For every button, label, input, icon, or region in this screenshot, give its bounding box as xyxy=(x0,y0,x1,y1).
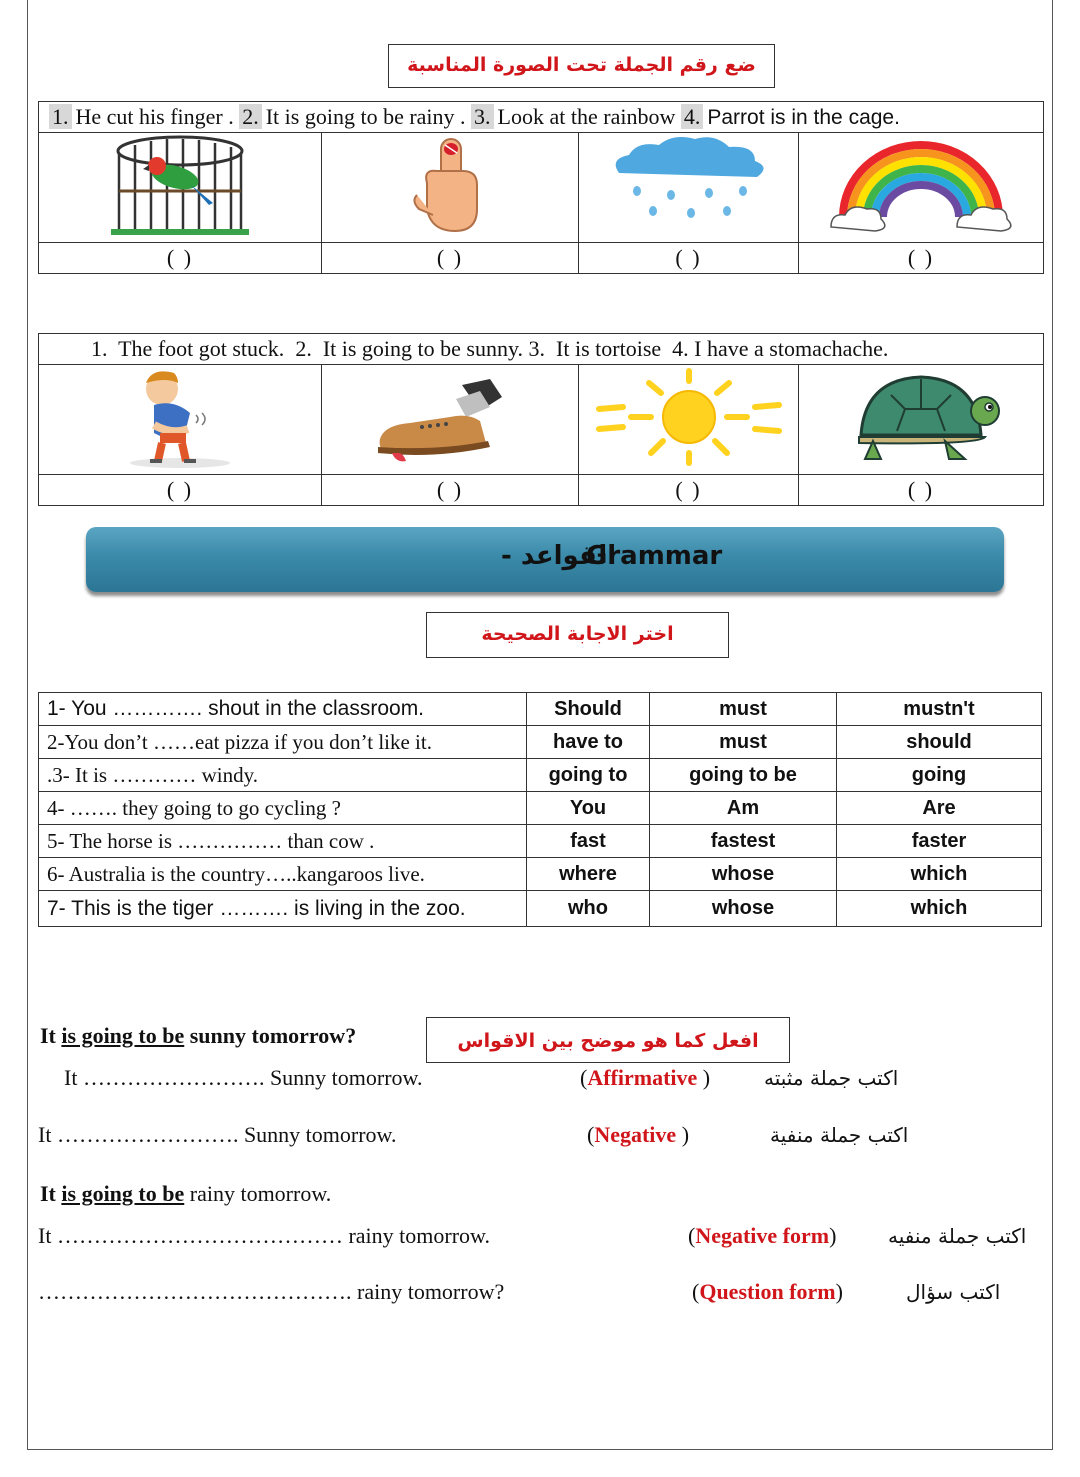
picture-cut-finger xyxy=(322,133,579,243)
question-form-label: (Question form) xyxy=(692,1279,843,1304)
option[interactable]: fastest xyxy=(650,825,837,858)
matching-table-2 xyxy=(38,333,1044,506)
option[interactable]: Am xyxy=(650,792,837,825)
negative-form-line[interactable]: It ………………………………… rainy tomorrow. xyxy=(38,1223,490,1248)
question-row xyxy=(39,858,1042,891)
affirmative-line[interactable]: It ……………………. Sunny tomorrow. xyxy=(64,1065,423,1090)
parrot-cage-icon xyxy=(105,133,255,237)
option[interactable]: whose xyxy=(650,858,837,891)
answer-blank[interactable]: ( ) xyxy=(579,475,799,506)
picture-sun xyxy=(579,365,799,475)
grammar-banner-arabic: القواعد - xyxy=(501,541,617,571)
sentence-heading-1: It is going to be sunny tomorrow? xyxy=(40,1023,357,1048)
answer-blank[interactable]: ( ) xyxy=(579,243,799,274)
negative-form-arabic-note: اكتب جملة منفيه xyxy=(888,1224,1027,1248)
sun-icon xyxy=(589,365,789,469)
answer-blank[interactable]: ( ) xyxy=(322,475,579,506)
option[interactable]: You xyxy=(527,792,650,825)
question-text: 4- ……. they going to go cycling ? xyxy=(39,792,527,825)
question-row xyxy=(39,825,1042,858)
option[interactable]: where xyxy=(527,858,650,891)
negative-label: (Negative ) xyxy=(587,1122,690,1147)
option[interactable]: mustn't xyxy=(837,693,1042,726)
answer-blank[interactable]: ( ) xyxy=(799,475,1044,506)
picture-tortoise xyxy=(799,365,1044,475)
cut-finger-icon xyxy=(405,133,495,237)
transform-instruction: افعل كما هو موضح بين الاقواس xyxy=(426,1017,790,1063)
option[interactable]: whose xyxy=(650,891,837,927)
affirmative-label: (Affirmative ) xyxy=(580,1065,711,1090)
picture-rainbow xyxy=(799,133,1044,243)
picture-parrot-cage xyxy=(39,133,322,243)
option[interactable]: fast xyxy=(527,825,650,858)
negative-arabic-note: اكتب جملة منفية xyxy=(770,1123,909,1147)
question-text: 5- The horse is …………… than cow . xyxy=(39,825,527,858)
question-row xyxy=(39,693,1042,726)
option[interactable]: going to xyxy=(527,759,650,792)
picture-foot-stuck xyxy=(322,365,579,475)
question-text: 2-You don’t ……eat pizza if you don’t like it. xyxy=(39,726,527,759)
matching-table-1 xyxy=(38,101,1044,274)
answer-blank[interactable]: ( ) xyxy=(799,243,1044,274)
affirmative-arabic-note: اكتب جملة مثبته xyxy=(764,1066,899,1090)
grammar-banner-english: Grammar xyxy=(586,541,723,571)
sentence-row-2: 1. The foot got stuck. 2. It is going to be sunny. 3. It is tortoise 4. I have a stomachache. xyxy=(39,334,1044,365)
option[interactable]: should xyxy=(837,726,1042,759)
question-text: 6- Australia is the country…..kangaroos live. xyxy=(39,858,527,891)
option[interactable]: who xyxy=(527,891,650,927)
answer-blank[interactable]: ( ) xyxy=(39,243,322,274)
option[interactable]: going xyxy=(837,759,1042,792)
option[interactable]: must xyxy=(650,693,837,726)
option[interactable]: have to xyxy=(527,726,650,759)
option[interactable]: which xyxy=(837,891,1042,927)
picture-boy-stomachache xyxy=(39,365,322,475)
section1-instruction: ضع رقم الجملة تحت الصورة المناسبة xyxy=(388,44,775,88)
boy-stomachache-icon xyxy=(110,365,250,469)
rainbow-icon xyxy=(829,133,1014,237)
question-form-line[interactable]: ……………………………………. rainy tomorrow? xyxy=(38,1279,505,1304)
option[interactable]: faster xyxy=(837,825,1042,858)
multiple-choice-table xyxy=(38,692,1042,927)
tortoise-icon xyxy=(841,365,1001,469)
question-text: 7- This is the tiger ………. is living in the zoo. xyxy=(39,891,527,927)
negative-form-label: (Negative form) xyxy=(688,1223,837,1248)
question-row xyxy=(39,792,1042,825)
negative-line[interactable]: It ……………………. Sunny tomorrow. xyxy=(38,1122,397,1147)
question-row xyxy=(39,891,1042,927)
question-row xyxy=(39,759,1042,792)
sentence-row-1: 1. He cut his finger . 2. It is going to be rainy . 3. Look at the rainbow 4. Parrot is in the cage. xyxy=(39,102,1044,133)
choose-correct-instruction: اختر الاجابة الصحيحة xyxy=(426,612,729,658)
answer-blank[interactable]: ( ) xyxy=(39,475,322,506)
question-text: 1- You …………. shout in the classroom. xyxy=(39,693,527,726)
option[interactable]: Are xyxy=(837,792,1042,825)
option[interactable]: must xyxy=(650,726,837,759)
option[interactable]: Should xyxy=(527,693,650,726)
answer-blank[interactable]: ( ) xyxy=(322,243,579,274)
option[interactable]: going to be xyxy=(650,759,837,792)
grammar-banner xyxy=(86,527,1004,592)
question-text: .3- It is ………… windy. xyxy=(39,759,527,792)
sentence-heading-2: It is going to be rainy tomorrow. xyxy=(40,1181,332,1206)
picture-rain-cloud xyxy=(579,133,799,243)
option[interactable]: which xyxy=(837,858,1042,891)
rain-cloud-icon xyxy=(599,133,779,237)
question-form-arabic-note: اكتب سؤال xyxy=(906,1280,1001,1304)
foot-stuck-icon xyxy=(370,365,530,469)
question-row xyxy=(39,726,1042,759)
